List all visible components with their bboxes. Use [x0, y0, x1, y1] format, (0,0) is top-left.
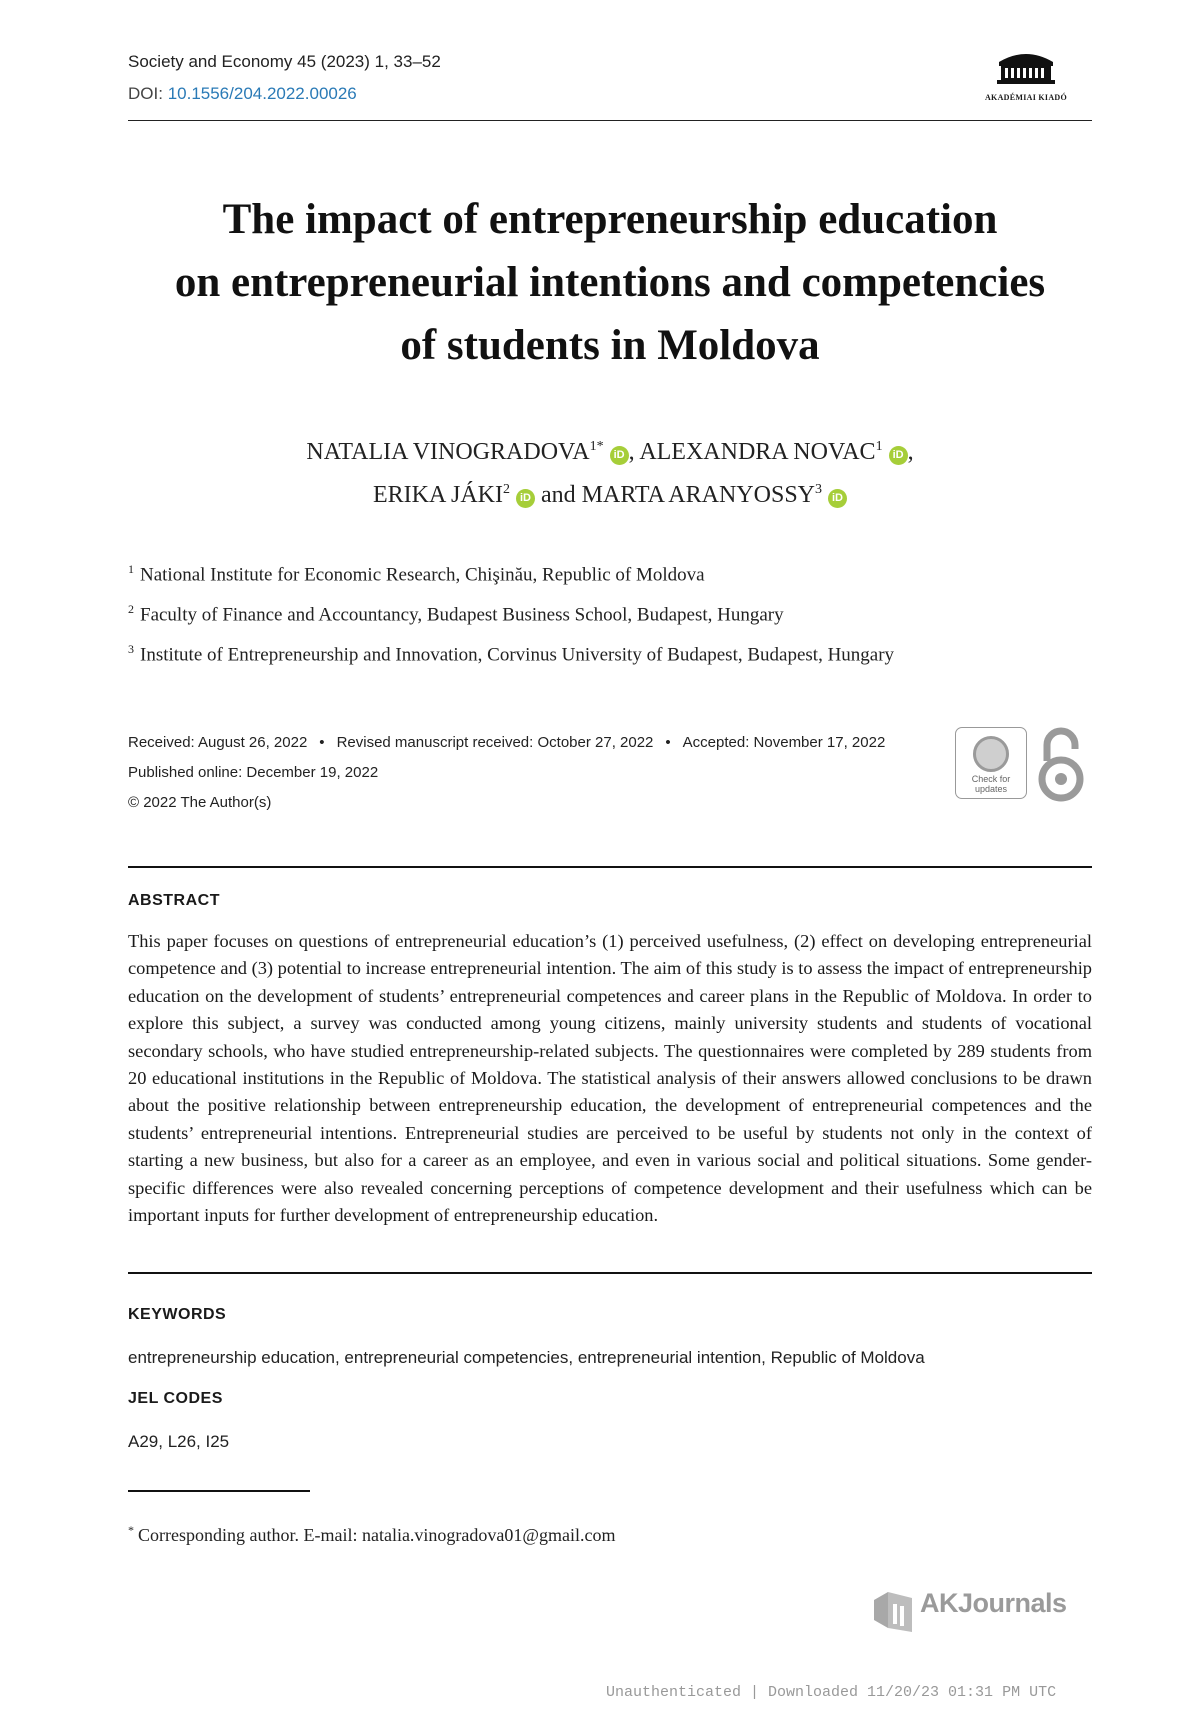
author-name: MARTA ARANYOSSY — [581, 482, 815, 508]
revised-date: Revised manuscript received: October 27, 2022 — [336, 734, 654, 751]
footnote-rule — [128, 1490, 310, 1492]
footnote-mark: * — [128, 1523, 134, 1537]
author-line — [128, 471, 1092, 514]
affiliation — [128, 642, 894, 666]
check-updates-icon — [973, 736, 1009, 772]
bullet: • — [665, 734, 671, 751]
publication-dates — [128, 728, 885, 818]
affiliation-text: National Institute for Economic Research, Chişinău, Republic of Moldova — [140, 564, 705, 586]
accepted-date: Accepted: November 17, 2022 — [682, 734, 886, 751]
keywords-text: entrepreneurship education, entrepreneurial competencies, entrepreneurial intention, Republic of Moldova — [128, 1348, 925, 1367]
abstract-top-rule — [128, 866, 1092, 868]
orcid-icon[interactable]: iD — [828, 489, 847, 508]
footnote-text: Corresponding author. E-mail: natalia.vinogradova01@gmail.com — [138, 1525, 616, 1545]
affiliation-number: 3 — [128, 642, 134, 656]
download-stamp: Unauthenticated | Downloaded 11/20/23 01:31 PM UTC — [606, 1684, 1057, 1701]
check-updates-label: Check for updates — [971, 774, 1011, 794]
abstract-bottom-rule — [128, 1272, 1092, 1274]
doi-link[interactable]: 10.1556/204.2022.00026 — [167, 84, 357, 103]
publisher-name: AKADÉMIAI KIADÓ — [984, 93, 1068, 102]
affiliation — [128, 562, 705, 586]
open-access-icon — [1036, 727, 1086, 808]
affiliation-text: Institute of Entrepreneurship and Innovation, Corvinus University of Budapest, Budapest, Hungary — [140, 644, 895, 666]
separator: and — [540, 482, 576, 508]
title-line: on entrepreneurial intentions and competencies — [174, 259, 1046, 306]
building-icon — [995, 48, 1057, 86]
author-name: ALEXANDRA NOVAC — [639, 439, 876, 465]
affiliation-number: 2 — [128, 602, 134, 616]
abstract-body: This paper focuses on questions of entrepreneurial education’s (1) perceived usefulness, (2) effect on developing entrepreneurial competence and (3) potential to increase entrepreneurial intention. The aim of this study is to assess the impact of entrepreneurship education on the development of students’ entrepreneurial competences and career plans in the Republic of Moldova. In order to explore this subject, a survey was conducted among young citizens, mainly university students and students of vocational secondary schools, who have studied entrepreneurship-related subjects. The questionnaires were completed by 289 students from 20 educational institutions in the Republic of Moldova. The statistical analysis of their answers allowed conclusions to be drawn about the positive relationship between entrepreneurship education, the development of entrepreneurial competences and the students’ entrepreneurial intentions. Entrepreneurial studies are perceived to be useful by students not only in the context of starting a new business, but also for a career as an employee, and even in various social and political situations. Some gender-specific differences were also revealed concerning perceptions of competence development and their usefulness which can be important inputs for further development of entrepreneurship education. — [128, 931, 1092, 1226]
affiliation — [128, 602, 784, 626]
akjournals-logo — [868, 1584, 1067, 1639]
jel-codes-heading: JEL CODES — [128, 1390, 223, 1407]
author-affiliation-mark: 3 — [815, 482, 822, 497]
journals-stack-icon — [868, 1584, 918, 1634]
doi-label: DOI: — [128, 84, 163, 103]
received-date: Received: August 26, 2022 — [128, 734, 308, 751]
bullet: • — [319, 734, 325, 751]
header-divider — [128, 120, 1092, 121]
author-line — [128, 428, 1092, 471]
affiliation-number: 1 — [128, 562, 134, 576]
orcid-icon[interactable]: iD — [516, 489, 535, 508]
corresponding-author-footnote — [128, 1523, 615, 1546]
abstract-heading: ABSTRACT — [128, 892, 220, 909]
check-for-updates-button[interactable] — [955, 727, 1027, 799]
title-line: The impact of entrepreneurship education — [222, 196, 998, 243]
author-name: ERIKA JÁKI — [372, 482, 503, 508]
journal-citation: Society and Economy 45 (2023) 1, 33–52 — [128, 52, 441, 71]
publisher-logo — [962, 48, 1090, 102]
article-title — [128, 188, 1092, 377]
author-affiliation-mark: 2 — [502, 482, 510, 497]
date-line — [128, 728, 885, 758]
separator: , — [907, 439, 914, 465]
keywords-heading: KEYWORDS — [128, 1306, 227, 1323]
orcid-icon[interactable]: iD — [610, 446, 629, 465]
author-affiliation-mark: 1 — [875, 439, 883, 454]
doi-line — [128, 84, 357, 104]
affiliation-text: Faculty of Finance and Accountancy, Budapest Business School, Budapest, Hungary — [140, 604, 784, 626]
orcid-icon[interactable]: iD — [889, 446, 908, 465]
author-list — [128, 428, 1092, 514]
separator: , — [628, 439, 635, 465]
published-date: Published online: December 19, 2022 — [128, 764, 379, 781]
akjournals-wordmark: AKJournals — [920, 1588, 1067, 1618]
author-name: NATALIA VINOGRADOVA — [306, 439, 590, 465]
jel-codes-text: A29, L26, I25 — [128, 1432, 230, 1451]
author-affiliation-mark: 1* — [589, 439, 604, 454]
title-line: of students in Moldova — [400, 322, 820, 369]
copyright: © 2022 The Author(s) — [128, 794, 272, 811]
